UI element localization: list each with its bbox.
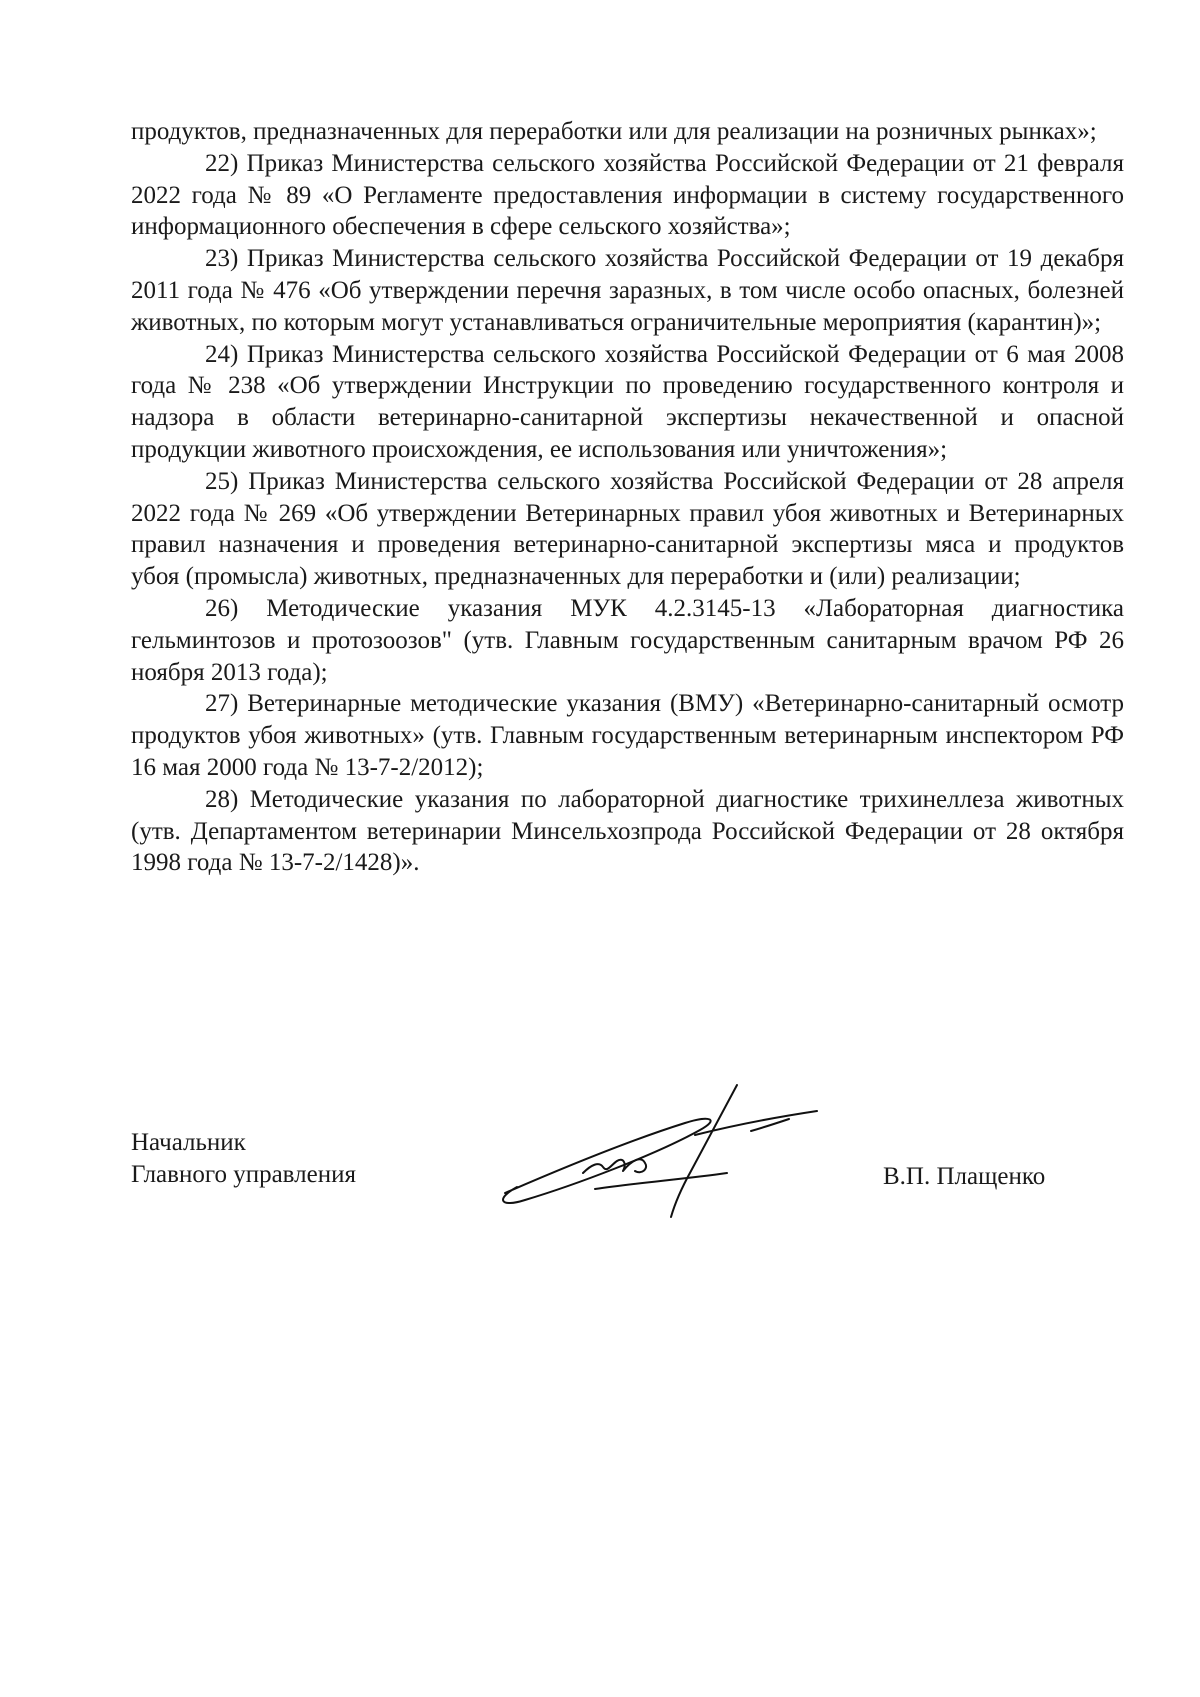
document-body: [131, 116, 1124, 879]
paragraph-item-27: 27) Ветеринарные методические указания (ВМУ) «Ветеринарно-санитарный осмотр продуктов убоя животных» (утв. Главным государственным ветеринарным инспектором РФ 16 мая 2000 года № 13-7-2/2012);: [131, 690, 1124, 781]
signatory-title-line-2: Главного управления: [131, 1161, 356, 1188]
paragraph-item-28: 28) Методические указания по лабораторной диагностике трихинеллеза животных (утв. Департаментом ветеринарии Минсельхозпрода Российской Федерации от 28 октября 1998 года № 13-7-2/1428)».: [131, 785, 1124, 877]
signatory-title: [131, 1127, 356, 1191]
paragraph-item-23: 23) Приказ Министерства сельского хозяйства Российской Федерации от 19 декабря 2011 года № 476 «Об утверждении перечня заразных, в том числе особо опасных, болезней животных, по которым могут устанавливаться ограничительные мероприятия (карантин)»;: [131, 245, 1124, 336]
handwritten-signature: [495, 1075, 825, 1225]
paragraph-item-22: 22) Приказ Министерства сельского хозяйства Российской Федерации от 21 февраля 2022 года № 89 «О Регламенте предоставления информации в систему государственного информационного обеспечения в сфере сельского хозяйства»;: [131, 149, 1124, 241]
signatory-title-line-1: Начальник: [131, 1129, 246, 1156]
paragraph-item-24: 24) Приказ Министерства сельского хозяйства Российской Федерации от 6 мая 2008 года № 238 «Об утверждении Инструкции по проведению государственного контроля и надзора в области ветеринарно-санитарной экспертизы некачественной и опасной продукции животного происхождения, ее использования или уничтожения»;: [131, 340, 1124, 463]
signatory-name: В.П. Плащенко: [883, 1163, 1046, 1190]
paragraph-continuation: продуктов, предназначенных для переработки или для реализации на розничных рынках»;: [131, 118, 1097, 145]
paragraph-item-25: 25) Приказ Министерства сельского хозяйства Российской Федерации от 28 апреля 2022 года № 269 «Об утверждении Ветеринарных правил убоя животных и Ветеринарных правил назначения и проведения ветеринарно-санитарной экспертизы мяса и продуктов убоя (промысла) животных, предназначенных для переработки и (или) реализации;: [131, 467, 1124, 591]
paragraph-item-26: 26) Методические указания МУК 4.2.3145-13 «Лабораторная диагностика гельминтозов и протозоозов" (утв. Главным государственным санитарным врачом РФ 26 ноября 2013 года);: [131, 594, 1124, 686]
